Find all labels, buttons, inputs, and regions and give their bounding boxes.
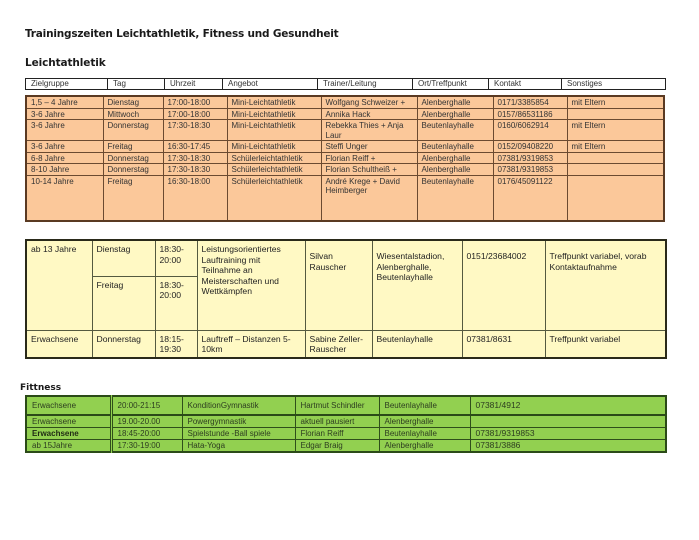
- document-title: Trainingszeiten Leichtathletik, Fitness und Gesundheit: [25, 28, 339, 40]
- cell-zielgruppe: 8-10 Jahre: [26, 164, 103, 176]
- cell-uhrzeit: 17:30-18:30: [163, 164, 227, 176]
- cell-angebot: Mini-Leichtathletik: [227, 96, 321, 108]
- cell-angebot: Schülerleichtathletik: [227, 164, 321, 176]
- cell-trainer: Hartmut Schindler: [295, 396, 379, 415]
- cell-ort: Alenberghalle: [417, 164, 493, 176]
- cell-ort: Wiesentalstadion, Alenberghalle, Beutenlayhalle: [372, 240, 462, 330]
- cell-trainer: Florian Schultheiß +: [321, 164, 417, 176]
- cell-zielgruppe: ab 13 Jahre: [26, 240, 92, 330]
- cell-uhrzeit: 16:30-17:45: [163, 141, 227, 153]
- cell-uhrzeit: 18:15-19:30: [155, 330, 197, 358]
- cell-sonstiges: [567, 164, 664, 176]
- header-uhrzeit: Uhrzeit: [165, 79, 223, 90]
- cell-sonstiges: mit Eltern: [567, 120, 664, 141]
- cell-ort: Beutenlayhalle: [379, 428, 470, 440]
- cell-tag: Dienstag: [103, 96, 163, 108]
- cell-tag: Donnerstag: [92, 330, 155, 358]
- cell-trainer: Florian Reiff +: [321, 152, 417, 164]
- cell-ort: Alenberghalle: [417, 152, 493, 164]
- cell-tag: Freitag: [103, 141, 163, 153]
- cell-kontakt: 0176/45091122: [493, 175, 567, 221]
- cell-uhrzeit: 17:30-18:30: [163, 120, 227, 141]
- cell-kontakt: 0160/6062914: [493, 120, 567, 141]
- cell-angebot: Hata-Yoga: [182, 440, 295, 453]
- header-tag: Tag: [108, 79, 165, 90]
- cell-trainer: Steffi Unger: [321, 141, 417, 153]
- cell-tag: Freitag: [92, 276, 155, 330]
- table-row: [26, 330, 666, 358]
- cell-ort: Beutenlayhalle: [417, 120, 493, 141]
- cell-uhrzeit: 17:00-18:00: [163, 96, 227, 108]
- cell-zielgruppe: Erwachsene: [26, 428, 111, 440]
- cell-angebot: Schülerleichtathletik: [227, 152, 321, 164]
- cell-zielgruppe: Erwachsene: [26, 330, 92, 358]
- cell-angebot: Spielstunde -Ball spiele: [182, 428, 295, 440]
- header-zielgruppe: Zielgruppe: [26, 79, 108, 90]
- cell-ort: Alenberghalle: [417, 108, 493, 120]
- cell-kontakt: 07381/9319853: [470, 428, 666, 440]
- cell-angebot: KonditionGymnastik: [182, 396, 295, 415]
- cell-tag: Donnerstag: [103, 152, 163, 164]
- cell-kontakt: 0151/23684002: [462, 240, 545, 330]
- cell-ort: Beutenlayhalle: [417, 175, 493, 221]
- table-row: [26, 120, 664, 141]
- header-kontakt: Kontakt: [489, 79, 562, 90]
- table-row: [26, 440, 666, 453]
- cell-zielgruppe: ab 15Jahre: [26, 440, 111, 453]
- cell-angebot: Schülerleichtathletik: [227, 175, 321, 221]
- header-trainer: Trainer/Leitung: [318, 79, 413, 90]
- cell-uhrzeit: 18:45-20:00: [111, 428, 182, 440]
- cell-kontakt: 0157/86531186: [493, 108, 567, 120]
- header-row: [26, 79, 666, 90]
- fitness-table: [25, 395, 667, 453]
- cell-zielgruppe: 3-6 Jahre: [26, 108, 103, 120]
- cell-uhrzeit: 17:30-18:30: [163, 152, 227, 164]
- cell-uhrzeit: 17:00-18:00: [163, 108, 227, 120]
- cell-ort: Alenberghalle: [379, 440, 470, 453]
- cell-ort: Beutenlayhalle: [372, 330, 462, 358]
- header-sonstiges: Sonstiges: [562, 79, 666, 90]
- section-title-leichtathletik: Leichtathletik: [25, 57, 106, 69]
- table-row: [26, 96, 664, 108]
- table-row: [26, 175, 664, 221]
- cell-uhrzeit: 19.00-20.00: [111, 415, 182, 428]
- cell-angebot: Leistungsorientiertes Lauftraining mit Teilnahme an Meisterschaften und Wettkämpfen: [197, 240, 305, 330]
- cell-uhrzeit: 20:00-21:15: [111, 396, 182, 415]
- table-row: [26, 141, 664, 153]
- table-row: [26, 428, 666, 440]
- cell-ort: Alenberghalle: [379, 415, 470, 428]
- cell-trainer: Rebekka Thies + Anja Laur: [321, 120, 417, 141]
- section-title-fitness: Fittness: [20, 383, 62, 393]
- cell-trainer: Sabine Zeller-Rauscher: [305, 330, 372, 358]
- cell-tag: Freitag: [103, 175, 163, 221]
- header-angebot: Angebot: [223, 79, 318, 90]
- cell-sonstiges: [567, 152, 664, 164]
- cell-ort: Alenberghalle: [417, 96, 493, 108]
- cell-sonstiges: [567, 108, 664, 120]
- cell-trainer: aktuell pausiert: [295, 415, 379, 428]
- cell-sonstiges: Treffpunkt variabel, vorab Kontaktaufnahme: [545, 240, 666, 330]
- cell-kontakt: 07381/3886: [470, 440, 666, 453]
- cell-trainer: Florian Reiff: [295, 428, 379, 440]
- cell-sonstiges: Treffpunkt variabel: [545, 330, 666, 358]
- cell-zielgruppe: Erwachsene: [26, 396, 111, 415]
- cell-angebot: Lauftreff – Distanzen 5-10km: [197, 330, 305, 358]
- header-ort: Ort/Treffpunkt: [413, 79, 489, 90]
- cell-ort: Beutenlayhalle: [417, 141, 493, 153]
- table-row: [26, 240, 666, 276]
- cell-kontakt: [470, 415, 666, 428]
- cell-trainer: Annika Hack: [321, 108, 417, 120]
- cell-trainer: Silvan Rauscher: [305, 240, 372, 330]
- cell-zielgruppe: 3-6 Jahre: [26, 120, 103, 141]
- cell-trainer: Wolfgang Schweizer +: [321, 96, 417, 108]
- cell-angebot: Mini-Leichtathletik: [227, 108, 321, 120]
- cell-tag: Donnerstag: [103, 164, 163, 176]
- cell-zielgruppe: Erwachsene: [26, 415, 111, 428]
- cell-kontakt: 07381/4912: [470, 396, 666, 415]
- table-row: [26, 108, 664, 120]
- table-row: [26, 415, 666, 428]
- table-row: [26, 164, 664, 176]
- cell-kontakt: 07381/9319853: [493, 152, 567, 164]
- cell-zielgruppe: 10-14 Jahre: [26, 175, 103, 221]
- table-row: [26, 152, 664, 164]
- cell-zielgruppe: 6-8 Jahre: [26, 152, 103, 164]
- cell-zielgruppe: 1,5 – 4 Jahre: [26, 96, 103, 108]
- cell-tag: Mittwoch: [103, 108, 163, 120]
- cell-angebot: Mini-Leichtathletik: [227, 141, 321, 153]
- cell-kontakt: 0171/3385854: [493, 96, 567, 108]
- lauftraining-table: [25, 239, 667, 359]
- cell-trainer: André Krege + David Heimberger: [321, 175, 417, 221]
- cell-uhrzeit: 17:30-19:00: [111, 440, 182, 453]
- cell-tag: Dienstag: [92, 240, 155, 276]
- column-header-table: [25, 78, 666, 90]
- table-row: [26, 396, 666, 415]
- cell-sonstiges: [567, 175, 664, 221]
- cell-trainer: Edgar Braig: [295, 440, 379, 453]
- cell-kontakt: 07381/8631: [462, 330, 545, 358]
- cell-zielgruppe: 3-6 Jahre: [26, 141, 103, 153]
- cell-kontakt: 07381/9319853: [493, 164, 567, 176]
- cell-sonstiges: mit Eltern: [567, 96, 664, 108]
- cell-uhrzeit: 18:30-20:00: [155, 276, 197, 330]
- cell-angebot: Mini-Leichtathletik: [227, 120, 321, 141]
- cell-angebot: Powergymnastik: [182, 415, 295, 428]
- cell-uhrzeit: 16:30-18:00: [163, 175, 227, 221]
- cell-uhrzeit: 18:30-20:00: [155, 240, 197, 276]
- cell-tag: Donnerstag: [103, 120, 163, 141]
- cell-kontakt: 0152/09408220: [493, 141, 567, 153]
- cell-ort: Beutenlayhalle: [379, 396, 470, 415]
- leichtathletik-table: [25, 95, 665, 222]
- cell-sonstiges: mit Eltern: [567, 141, 664, 153]
